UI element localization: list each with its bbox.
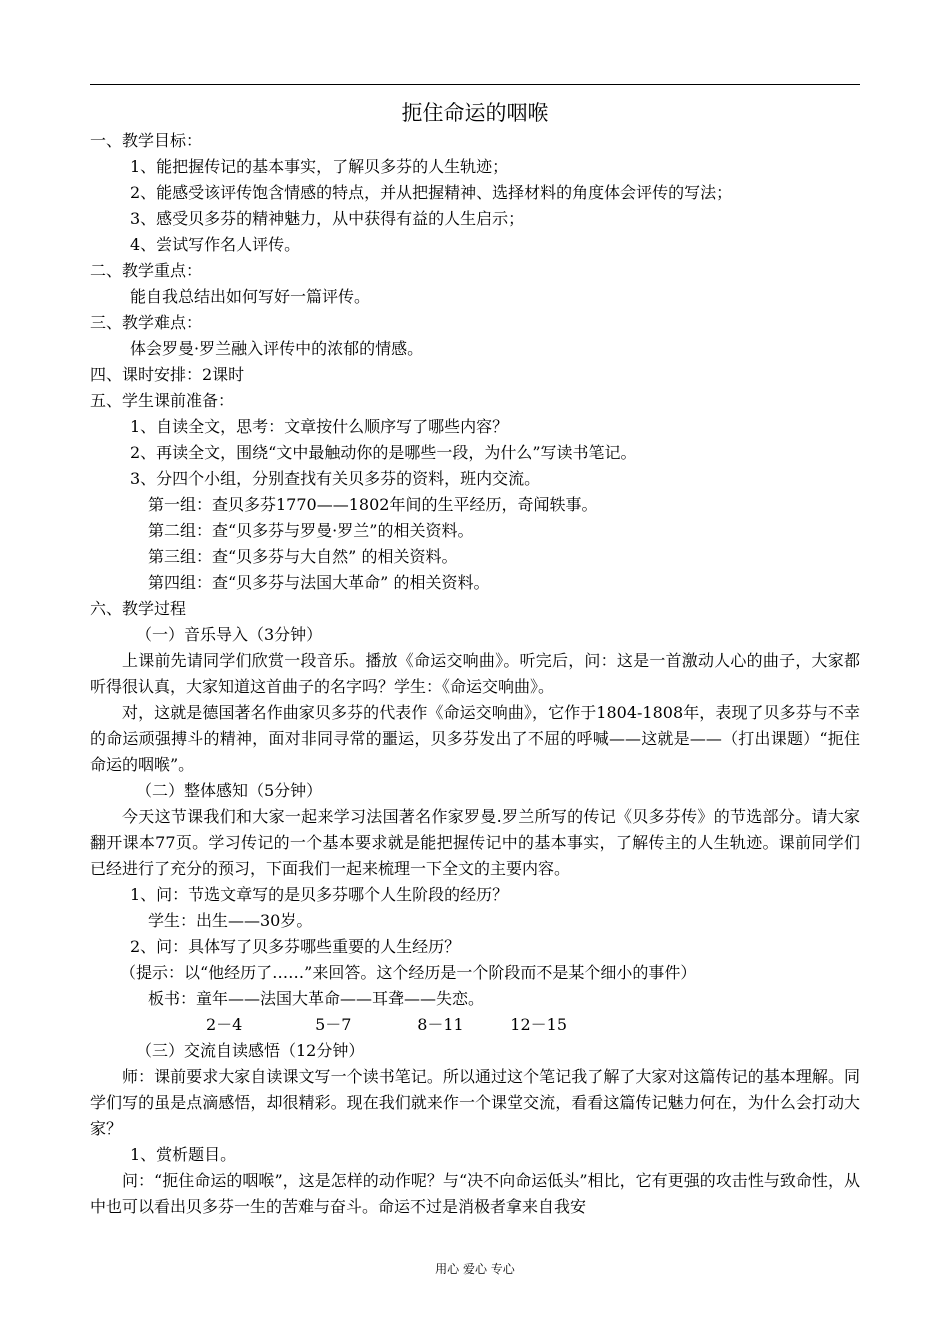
section-heading: 二、教学重点： (90, 261, 203, 280)
hint: （提示：以“他经历了……”来回答。这个经历是一个阶段而不是某个细小的事件） (120, 963, 697, 982)
section-heading: 六、教学过程 (90, 599, 187, 618)
subsection-heading: （三）交流自读感悟（12分钟） (136, 1041, 365, 1060)
answer: 学生：出生——30岁。 (148, 911, 313, 930)
section-heading: 三、教学难点： (90, 313, 203, 332)
section-heading: 四、课时安排：2课时 (90, 365, 245, 384)
age-range: 8－11 (417, 1015, 464, 1034)
group-item: 第一组：查贝多芬1770——1802年间的生平经历，奇闻轶事。 (148, 495, 598, 514)
page-title: 扼住命运的咽喉 (401, 101, 549, 125)
paragraph: 师：课前要求大家自读课文写一个读书笔记。所以通过这个笔记我了解了大家对这篇传记的基本理解。同学们写的虽是点滴感悟，却很精彩。现在我们就来作一个课堂交流，看看这篇传记魅力何在，为什么会打动大家？ (90, 1067, 860, 1138)
age-range: 12－15 (510, 1015, 568, 1034)
list-item: 1、自读全文，思考：文章按什么顺序写了哪些内容？ (130, 417, 509, 436)
section-text: 能自我总结出如何写好一篇评传。 (130, 287, 371, 306)
paragraph: 问：“扼住命运的咽喉”，这是怎样的动作呢？与“决不向命运低头”相比，它有更强的攻击性与致命性，从中也可以看出贝多芬一生的苦难与奋斗。命运不过是消极者拿来自我安 (90, 1171, 860, 1216)
page-footer: 用心 爱心 专心 (435, 1262, 515, 1276)
paragraph: 上课前先请同学们欣赏一段音乐。播放《命运交响曲》。听完后，问：这是一首激动人心的曲子，大家都听得很认真，大家知道这首曲子的名字吗？学生：《命运交响曲》。 (90, 651, 860, 696)
document-body (90, 128, 860, 1220)
list-item: 3、感受贝多芬的精神魅力，从中获得有益的人生启示； (130, 209, 525, 228)
subsection-heading: （二）整体感知（5分钟） (136, 781, 323, 800)
paragraph: 对，这就是德国著名作曲家贝多芬的代表作《命运交响曲》，它作于1804-1808年，表现了贝多芬与不幸的命运顽强搏斗的精神，面对非同寻常的噩运，贝多芬发出了不屈的呼喊——这就是——（打出课题）“扼住命运的咽喉”。 (90, 703, 860, 774)
section-heading: 五、学生课前准备： (90, 391, 235, 410)
list-item: 1、能把握传记的基本事实，了解贝多芬的人生轨迹； (130, 157, 509, 176)
subsection-heading: （一）音乐导入（3分钟） (136, 625, 323, 644)
group-item: 第三组：查“贝多芬与大自然” 的相关资料。 (148, 547, 458, 566)
age-range: 5－7 (315, 1015, 352, 1034)
header-rule (90, 84, 860, 85)
paragraph: 今天这节课我们和大家一起来学习法国著名作家罗曼.罗兰所写的传记《贝多芬传》的节选部分。请大家翻开课本77页。学习传记的一个基本要求就是能把握传记中的基本事实，了解传主的人生轨迹。课前同学们已经进行了充分的预习，下面我们一起来梳理一下全文的主要内容。 (90, 807, 860, 878)
age-ranges (90, 1012, 860, 1038)
age-range: 2－4 (206, 1015, 243, 1034)
question: 1、问：节选文章写的是贝多芬哪个人生阶段的经历？ (130, 885, 509, 904)
section-text: 体会罗曼·罗兰融入评传中的浓郁的情感。 (130, 339, 424, 358)
list-item: 4、尝试写作名人评传。 (130, 235, 301, 254)
board-notes: 板书：童年——法国大革命——耳聋——失恋。 (148, 989, 485, 1008)
list-item: 2、再读全文，围绕“文中最触动你的是哪些一段，为什么”写读书笔记。 (130, 443, 637, 462)
list-item: 1、赏析题目。 (130, 1145, 237, 1164)
section-heading: 一、教学目标： (90, 131, 203, 150)
list-item: 3、分四个小组，分别查找有关贝多芬的资料，班内交流。 (130, 469, 541, 488)
list-item: 2、能感受该评传饱含情感的特点，并从把握精神、选择材料的角度体会评传的写法； (130, 183, 733, 202)
group-item: 第二组：查“贝多芬与罗曼·罗兰”的相关资料。 (148, 521, 474, 540)
group-item: 第四组：查“贝多芬与法国大革命” 的相关资料。 (148, 573, 490, 592)
question: 2、问：具体写了贝多芬哪些重要的人生经历？ (130, 937, 461, 956)
